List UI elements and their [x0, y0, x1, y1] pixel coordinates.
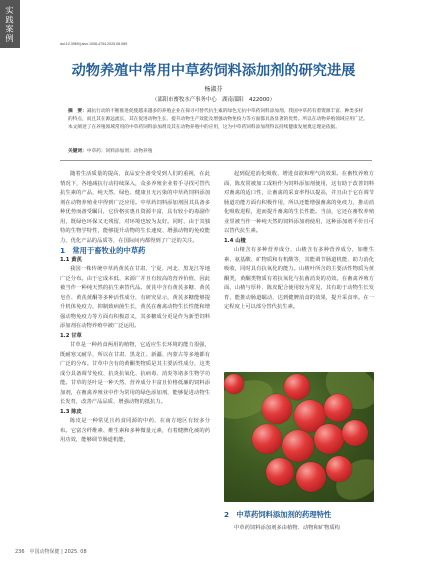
- subsection-1-2-heading: 1.2 甘草: [60, 332, 82, 339]
- abstract-text: 减抗行动的不断推进促使越来越多的养殖企业在探寻可替代抗生素的绿色无抗中草药饲料添加剂。我国中草药有着资源丰富、种类多样的特点，而且其在源远流长，其在促进动物生长、提升动物生产效能及增强动物免疫力等方面都具备显著的优势。所以在动物养殖领域应用广泛。本文阐述了在养殖领域常用的中草药饲料添加剂及其在动物养殖中的应用，这为中草药饲料添加剂得以持续健康发展奠定理论依据。: [68, 109, 369, 130]
- article-title: 动物养殖中常用中草药饲料添加剂的研究进展: [71, 63, 356, 79]
- left-column: [60, 170, 210, 446]
- keywords-label: 关键词：: [68, 149, 87, 154]
- header-divider: [60, 160, 372, 161]
- hawthorn-photo: [224, 372, 374, 502]
- paragraph-1-1: 我国一株传统中草药黄芪在甘肃、宁夏、河北、黑龙江等地广泛分布。由于它成本低、来源广并且有较高的营养价值，因此被当作一种纯天然的抗生素替代品。黄芪中含有黄芪多糖、黄芪皂苷、黄芪黄酮等多种活性成分，有研究显示，黄芪多糖能够提升机体免疫力，抑制致病菌生长，黄芪在畜禽动物生长性能和增强动物免疫力等方面有积极意义，其多糖成分更是作为新型饲料添加剂在动物养殖中被广泛运用。: [60, 266, 210, 329]
- right-column: [224, 170, 374, 313]
- subsection-1-4-heading: 1.4 山楂: [224, 237, 246, 244]
- paragraph-2: 中草药饲料添加剂多由植物、动物和矿物质构: [234, 525, 340, 531]
- paragraph-1-3-cont: 起到促进消化吸收、增进食欲和理气的效果。在畜牧养殖方面，陈皮常被加工成粉作为饲料添加剂使用，这有助于改善饲料对畜禽的适口性，让畜禽的采食率得以提高，并且由于它在调节肠道功能方面有积极作用，所以还能增强畜禽的免疫力，推动消化吸收进程，进而提升畜禽的生长性能。当前，它还在畜牧养殖业里被当作一种纯天然的饲料添加剂使用，这种添加剂平价且可以替代抗生素。: [224, 171, 374, 234]
- author: 杨淑芬: [204, 86, 223, 93]
- subsection-1-1-heading: 1.1 黄芪: [60, 256, 82, 263]
- page-footer: 236 中国动物保健 | 2025. 08: [15, 549, 87, 555]
- section-1-heading: 1 常用于畜牧业的中草药: [60, 246, 146, 255]
- paragraph-1-4: 山楂含有多种营养成分，山楂含有多种营养成分，如维生素、氨基酸、矿物质和有机酸等，其能调节肠道机能、助力消化吸收，同时具有抗氧化的能力。山楂叶所含的主要活性物质为黄酮类，黄酮类物质有着抗氧化与抗菌消炎的功效。在畜禽养殖方面，山楂与厚朴、陈皮配合使用较为常见，其有助于动物生长发育，能推动肠道蠕动，达到健脾消食的效果，提升采食率。在一定程度上可以部分替代抗生素。: [224, 247, 374, 310]
- keywords: [68, 148, 368, 156]
- abstract: [68, 108, 368, 132]
- doi-line: doi:10.3969/j.issn.1008-4754.2025.08.089: [60, 42, 128, 46]
- paragraph-1-3: 陈皮是一种常见且药食同源的中药，在南方地区有较多分布。它富含纤维素、维生素和多种微量元素，有着健脾化痰的药用功效，能够调节肠道机能，: [60, 418, 210, 443]
- abstract-label: 摘 要：: [68, 109, 87, 114]
- section-tab: 实践案例: [0, 0, 20, 48]
- section-2-heading: 2 中草药饲料添加剂的药理特性: [224, 510, 332, 519]
- paragraph-1-2: 甘草是一种药食两用的植物，它适应生长环境的能力很强，既耐寒又耐旱，所以在甘肃、黑龙江、新疆、内蒙古等多地都有广泛的分布。甘草中含有的黄酮类物质是其主要活性成分，这类成分具备调节免疫、抗炎抗氧化、抗病毒、消炎等诸多生物学功能。甘草的茎叶是一种天然、营养成分丰富且价格低廉的饲料添加剂，在畜禽养殖业中作为常用的绿色添加剂，能够促进动物生长发育，改善产品品质、增强动物的抵抗力。: [60, 342, 210, 405]
- keywords-text: 中草药；饲料添加剂；动物养殖: [86, 149, 153, 154]
- intro-paragraph: 随着生活质量的提高，食品安全备受受到人们的重视，在此情况下，各地减抗行动持续深入，众多养殖企业着手寻找可替代抗生素的产品，纯天然、绿色、健康且无污染的中草药饲料添加剂在动物养殖业中得到广泛应用。中草药饲料添加剂因其具备多种优势而备受瞩目，它价格实惠且资源丰富，具有较小的毒副作用，既绿色环保又无残留，对环境也较为友好。同时，由于其独特的生物学特性，能够提升动物的生长速度、增强动物的免疫能力、优化产品的品质等，在国际间内都得到了广泛的关注。: [60, 171, 210, 244]
- affiliation: （邵阳市畜牧水产事务中心 湖南邵阳 422000）: [151, 97, 275, 103]
- subsection-1-3-heading: 1.3 陈皮: [60, 408, 82, 415]
